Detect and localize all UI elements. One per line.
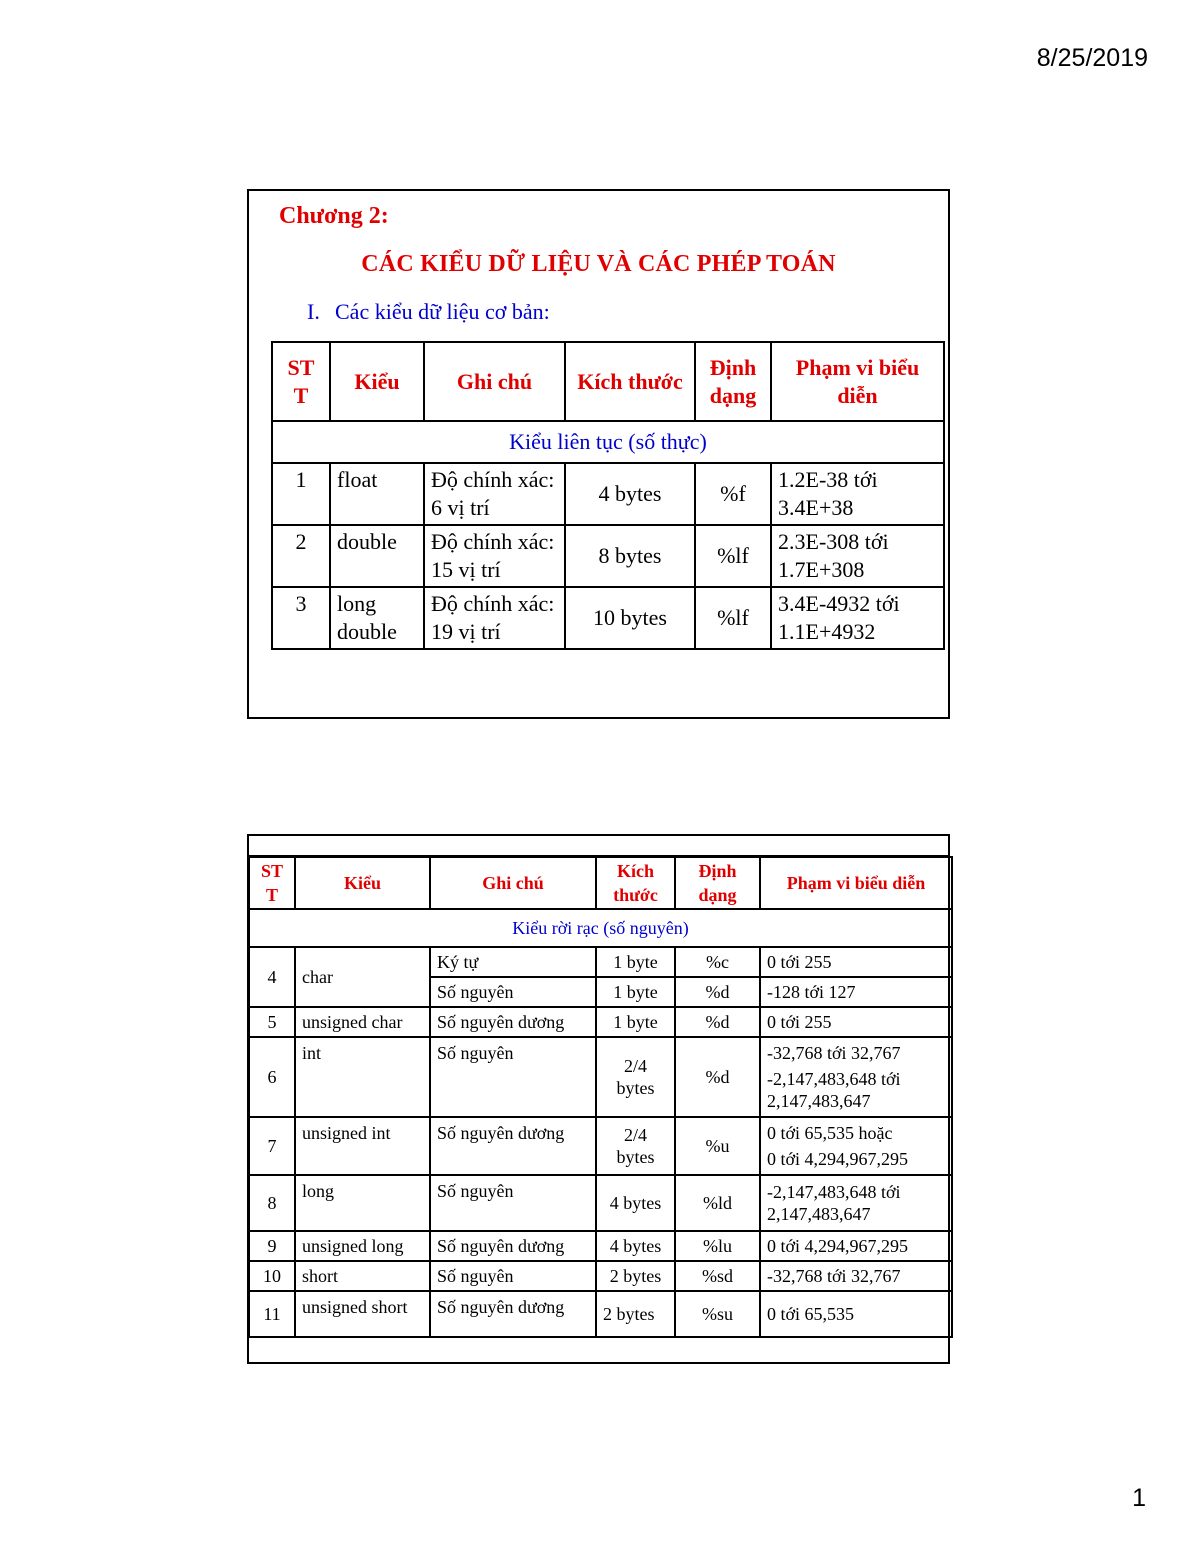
cell-ghichu: Độ chính xác: 15 vị trí xyxy=(424,525,565,587)
cell-stt: 6 xyxy=(249,1037,295,1117)
cell-kieu: unsigned char xyxy=(295,1007,430,1037)
cell-kieu: char xyxy=(295,947,430,1007)
cell-kieu: long double xyxy=(330,587,424,649)
cell-dinhdang: %ld xyxy=(675,1175,760,1231)
header-stt: ST T xyxy=(272,342,330,421)
cell-ghichu: Số nguyên dương xyxy=(430,1117,596,1175)
cell-phamvi xyxy=(760,1037,952,1117)
cell-kieu: double xyxy=(330,525,424,587)
table-row xyxy=(249,1175,952,1231)
table-row xyxy=(272,525,944,587)
table-header-row xyxy=(249,857,952,909)
slide-title: CÁC KIỂU DỮ LIỆU VÀ CÁC PHÉP TOÁN xyxy=(361,251,836,277)
cell-kieu: unsigned int xyxy=(295,1117,430,1175)
cell-kichthuoc: 4 bytes xyxy=(565,463,695,525)
cell-phamvi: 0 tới 255 xyxy=(760,947,952,977)
cell-kieu: float xyxy=(330,463,424,525)
cell-kichthuoc: 10 bytes xyxy=(565,587,695,649)
table-row xyxy=(249,1117,952,1175)
cell-ghichu: Độ chính xác: 6 vị trí xyxy=(424,463,565,525)
cell-dinhdang: %d xyxy=(675,977,760,1007)
cell-dinhdang: %lf xyxy=(695,525,771,587)
header-dinhdang: Định dạng xyxy=(675,857,760,909)
cell-kieu: unsigned long xyxy=(295,1231,430,1261)
header-phamvi: Phạm vi biểu diễn xyxy=(771,342,944,421)
cell-kichthuoc: 2/4 bytes xyxy=(596,1037,675,1117)
cell-dinhdang: %su xyxy=(675,1291,760,1337)
header-stt: ST T xyxy=(249,857,295,909)
cell-kichthuoc: 4 bytes xyxy=(596,1175,675,1231)
cell-dinhdang: %d xyxy=(675,1037,760,1117)
section-heading xyxy=(307,299,550,325)
cell-stt: 3 xyxy=(272,587,330,649)
table-row xyxy=(249,1231,952,1261)
slide-1 xyxy=(247,189,950,719)
cell-phamvi-line: 0 tới 65,535 hoặc xyxy=(767,1123,893,1143)
cell-phamvi: -32,768 tới 32,767 xyxy=(760,1261,952,1291)
cell-phamvi-line: -2,147,483,648 tới 2,147,483,647 xyxy=(767,1069,901,1111)
cell-phamvi: 0 tới 255 xyxy=(760,1007,952,1037)
real-types-table xyxy=(271,341,945,650)
page-date: 8/25/2019 xyxy=(1036,44,1148,72)
cell-stt: 11 xyxy=(249,1291,295,1337)
header-ghichu: Ghi chú xyxy=(424,342,565,421)
cell-ghichu: Ký tự xyxy=(430,947,596,977)
cell-phamvi: -2,147,483,648 tới 2,147,483,647 xyxy=(760,1175,952,1231)
table-row xyxy=(249,1261,952,1291)
cell-stt: 9 xyxy=(249,1231,295,1261)
cell-dinhdang: %lf xyxy=(695,587,771,649)
cell-dinhdang: %lu xyxy=(675,1231,760,1261)
table-row xyxy=(249,1037,952,1117)
cell-phamvi: 1.2E-38 tới 3.4E+38 xyxy=(771,463,944,525)
cell-kichthuoc: 2 bytes xyxy=(596,1261,675,1291)
cell-phamvi: 0 tới 4,294,967,295 xyxy=(760,1231,952,1261)
header-kieu: Kiểu xyxy=(295,857,430,909)
cell-stt: 2 xyxy=(272,525,330,587)
cell-phamvi: 0 tới 65,535 xyxy=(760,1291,952,1337)
group-row xyxy=(249,909,952,947)
cell-kieu: long xyxy=(295,1175,430,1231)
cell-dinhdang: %f xyxy=(695,463,771,525)
cell-dinhdang: %u xyxy=(675,1117,760,1175)
cell-kichthuoc: 2/4 bytes xyxy=(596,1117,675,1175)
cell-kichthuoc: 2 bytes xyxy=(596,1291,675,1337)
cell-kieu: int xyxy=(295,1037,430,1117)
table-row xyxy=(272,587,944,649)
slide-2 xyxy=(247,834,950,1364)
page-number: 1 xyxy=(1132,1484,1146,1512)
table-row xyxy=(272,463,944,525)
section-title: Các kiểu dữ liệu cơ bản: xyxy=(335,299,550,324)
cell-ghichu: Độ chính xác: 19 vị trí xyxy=(424,587,565,649)
cell-kichthuoc: 1 byte xyxy=(596,977,675,1007)
cell-kichthuoc: 1 byte xyxy=(596,1007,675,1037)
cell-phamvi-line: 0 tới 4,294,967,295 xyxy=(767,1149,909,1169)
cell-phamvi xyxy=(760,1117,952,1175)
cell-stt: 10 xyxy=(249,1261,295,1291)
cell-stt: 7 xyxy=(249,1117,295,1175)
header-kichthuoc: Kích thước xyxy=(596,857,675,909)
group-label: Kiểu rời rạc (số nguyên) xyxy=(249,909,952,947)
cell-stt: 5 xyxy=(249,1007,295,1037)
cell-ghichu: Số nguyên xyxy=(430,1175,596,1231)
cell-ghichu: Số nguyên xyxy=(430,1261,596,1291)
cell-ghichu: Số nguyên dương xyxy=(430,1231,596,1261)
cell-kieu: unsigned short xyxy=(295,1291,430,1337)
cell-dinhdang: %c xyxy=(675,947,760,977)
cell-kichthuoc: 8 bytes xyxy=(565,525,695,587)
header-phamvi: Phạm vi biểu diễn xyxy=(760,857,952,909)
cell-ghichu: Số nguyên dương xyxy=(430,1291,596,1337)
group-row xyxy=(272,421,944,463)
cell-dinhdang: %sd xyxy=(675,1261,760,1291)
table-row xyxy=(249,1007,952,1037)
header-dinhdang: Định dạng xyxy=(695,342,771,421)
cell-kichthuoc: 1 byte xyxy=(596,947,675,977)
cell-ghichu: Số nguyên xyxy=(430,977,596,1007)
cell-phamvi-line: -32,768 tới 32,767 xyxy=(767,1043,901,1063)
cell-kichthuoc: 4 bytes xyxy=(596,1231,675,1261)
header-ghichu: Ghi chú xyxy=(430,857,596,909)
cell-stt: 4 xyxy=(249,947,295,1007)
cell-dinhdang: %d xyxy=(675,1007,760,1037)
header-kieu: Kiểu xyxy=(330,342,424,421)
cell-stt: 8 xyxy=(249,1175,295,1231)
chapter-heading: Chương 2: xyxy=(279,203,389,229)
cell-phamvi: 3.4E-4932 tới 1.1E+4932 xyxy=(771,587,944,649)
table-header-row xyxy=(272,342,944,421)
cell-phamvi: -128 tới 127 xyxy=(760,977,952,1007)
cell-ghichu: Số nguyên dương xyxy=(430,1007,596,1037)
cell-ghichu: Số nguyên xyxy=(430,1037,596,1117)
header-kichthuoc: Kích thước xyxy=(565,342,695,421)
cell-phamvi: 2.3E-308 tới 1.7E+308 xyxy=(771,525,944,587)
integer-types-table xyxy=(248,856,953,1338)
group-label: Kiểu liên tục (số thực) xyxy=(272,421,944,463)
section-number: I. xyxy=(307,299,320,324)
table-row xyxy=(249,947,952,977)
cell-stt: 1 xyxy=(272,463,330,525)
table-row xyxy=(249,1291,952,1337)
cell-kieu: short xyxy=(295,1261,430,1291)
